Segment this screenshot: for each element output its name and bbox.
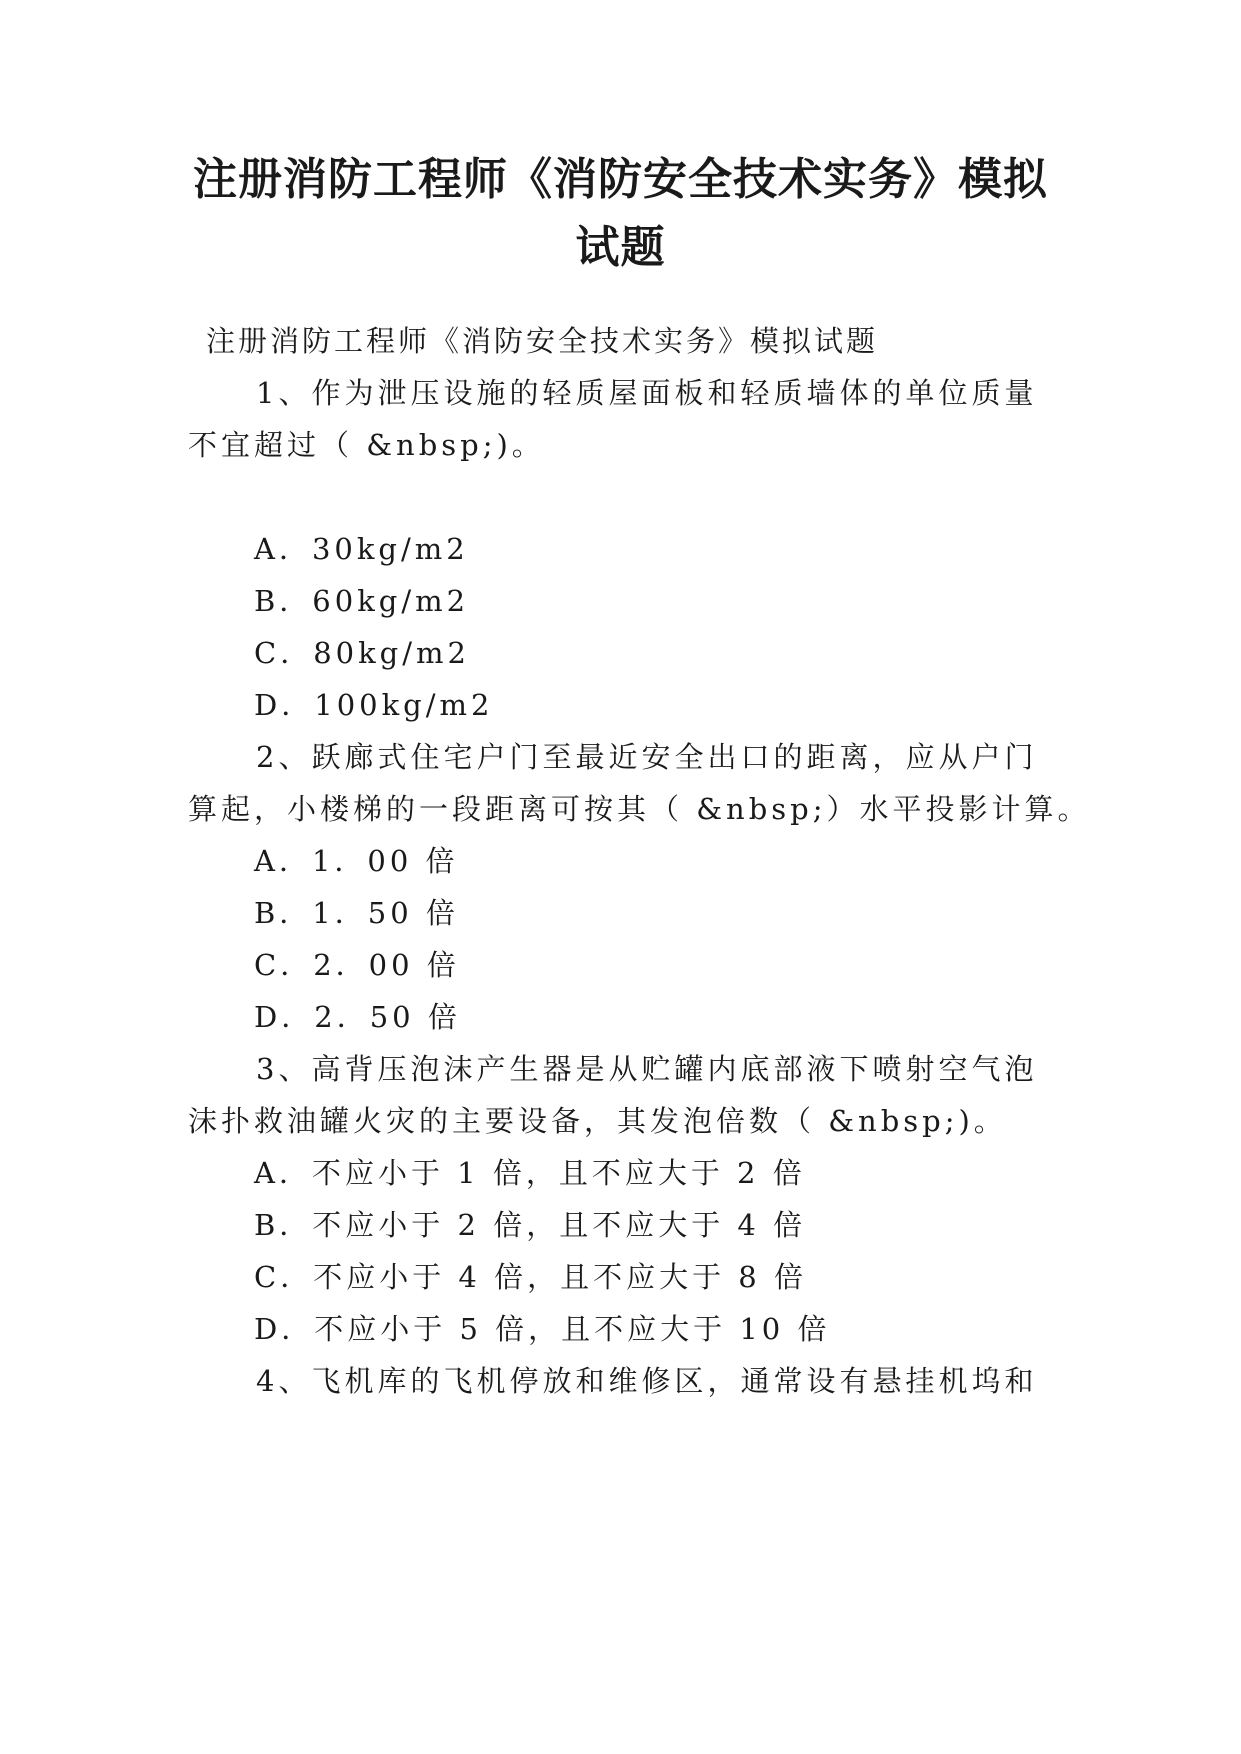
- question-3-text: 3、高背压泡沫产生器是从贮罐内底部液下喷射空气泡: [256, 1052, 1038, 1086]
- question-2-text-continued: 算起，小楼梯的一段距离可按其（ &nbsp;）水平投影计算。: [188, 792, 1091, 826]
- document-title: 注册消防工程师《消防安全技术实务》模拟: [193, 154, 1048, 205]
- question-3-text-continued: 沫扑救油罐火灾的主要设备，其发泡倍数（ &nbsp;)。: [188, 1104, 1007, 1138]
- question-4-text: 4、飞机库的飞机停放和维修区，通常设有悬挂机坞和: [256, 1364, 1038, 1398]
- question-2-text: 2、跃廊式住宅户门至最近安全出口的距离，应从户门: [256, 740, 1038, 774]
- document-subtitle: 注册消防工程师《消防安全技术实务》模拟试题: [206, 324, 879, 358]
- question-1-option-d: D．100kg/m2: [254, 688, 494, 722]
- question-2-option-b: B．1．50 倍: [254, 896, 459, 930]
- question-2-option-d: D．2．50 倍: [254, 1000, 461, 1034]
- question-2-option-a: A．1．00 倍: [254, 844, 459, 878]
- question-3-option-d: D．不应小于 5 倍，且不应大于 10 倍: [254, 1312, 831, 1346]
- question-1-option-b: B．60kg/m2: [254, 584, 470, 618]
- question-2-option-c: C．2．00 倍: [254, 948, 460, 982]
- question-1-option-c: C．80kg/m2: [254, 636, 470, 670]
- question-1-text-continued: 不宜超过（ &nbsp;)。: [188, 428, 545, 462]
- question-3-option-c: C．不应小于 4 倍，且不应大于 8 倍: [254, 1260, 807, 1294]
- question-3-option-b: B．不应小于 2 倍，且不应大于 4 倍: [254, 1208, 807, 1242]
- question-1-text: 1、作为泄压设施的轻质屋面板和轻质墙体的单位质量: [256, 376, 1038, 410]
- question-1-option-a: A．30kg/m2: [254, 532, 469, 566]
- document-title-continued: 试题: [575, 222, 666, 273]
- question-3-option-a: A．不应小于 1 倍，且不应大于 2 倍: [254, 1156, 806, 1190]
